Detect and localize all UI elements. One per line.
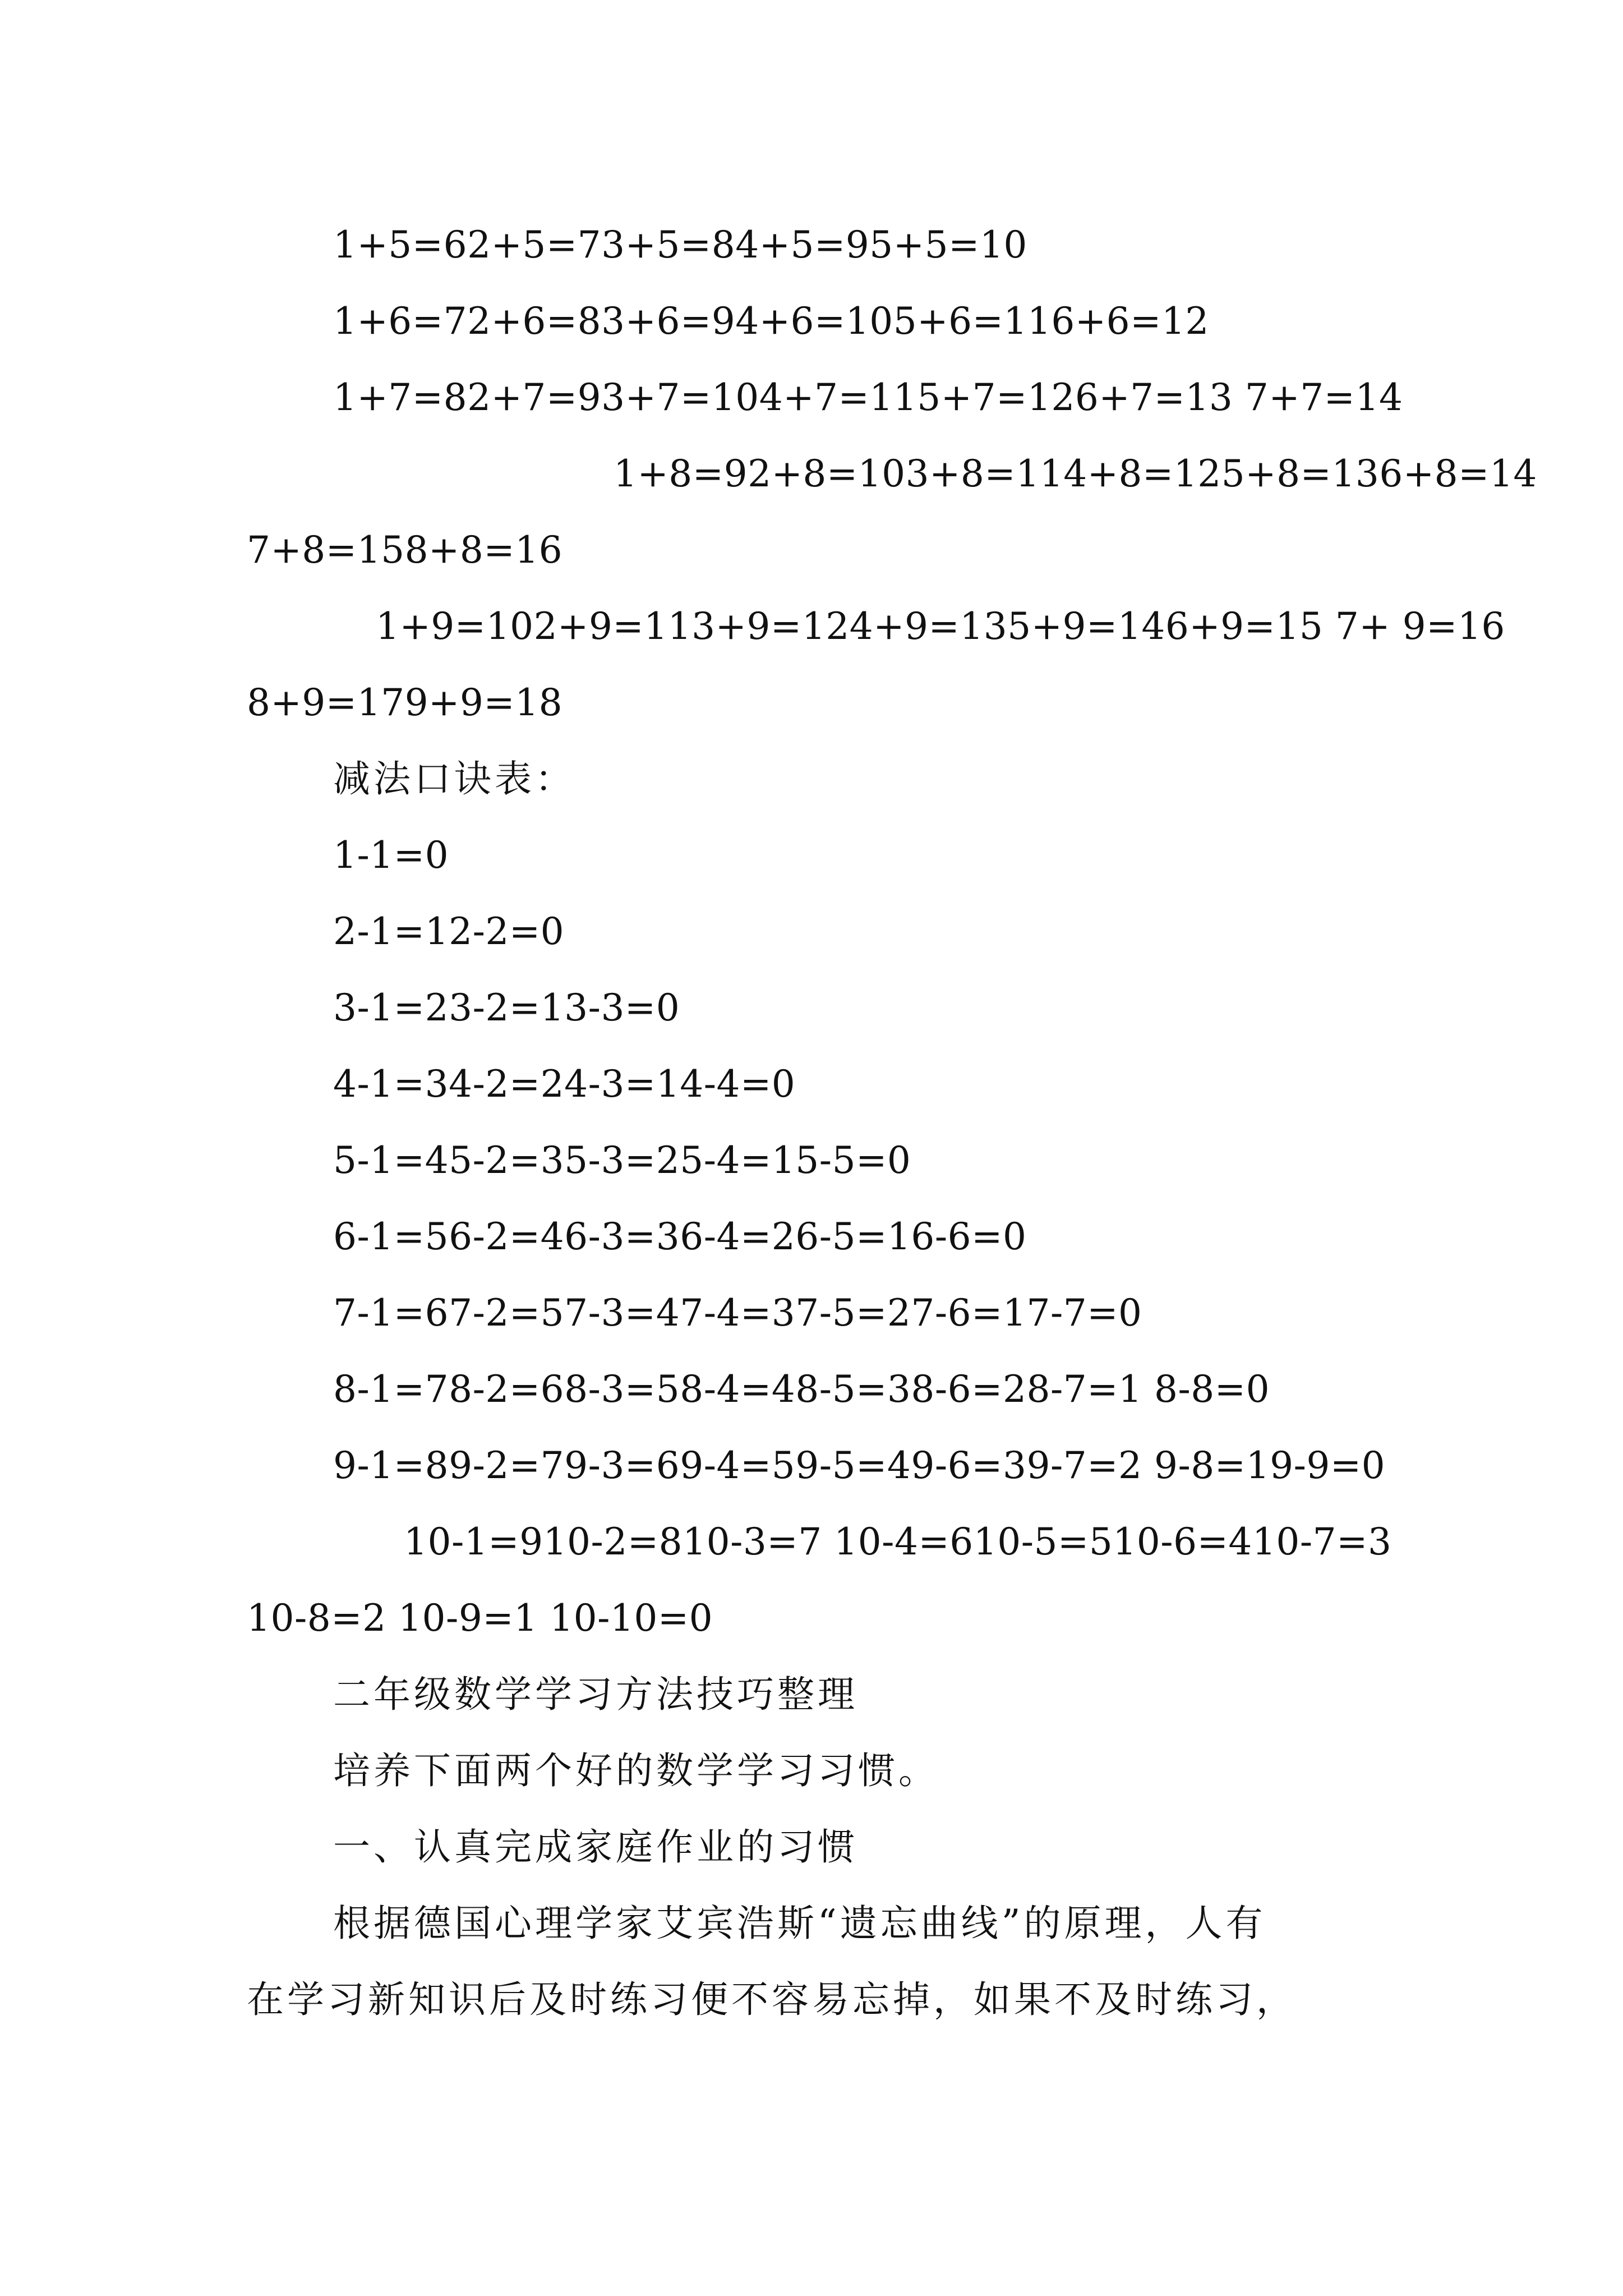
paragraph-line-2: 在学习新知识后及时练习便不容易忘掉，如果不及时练习，: [247, 1978, 1297, 2021]
subtraction-line-11: 10-8=2 10-9=1 10-10=0: [247, 1596, 713, 1640]
subtraction-line-4: 4-1=34-2=24-3=14-4=0: [333, 1062, 796, 1106]
addition-line-6: 1+9=102+9=113+9=124+9=135+9=146+9=15 7+ 9=16: [376, 605, 1505, 648]
subtraction-line-1: 1-1=0: [333, 834, 449, 877]
subtraction-line-8: 8-1=78-2=68-3=58-4=48-5=38-6=28-7=1 8-8=0: [333, 1368, 1270, 1411]
addition-line-1: 1+5=62+5=73+5=84+5=95+5=10: [333, 223, 1027, 266]
addition-line-2: 1+6=72+6=83+6=94+6=105+6=116+6=12: [333, 300, 1209, 343]
intro-text: 培养下面两个好的数学学习习惯。: [333, 1749, 939, 1792]
section-title: 二年级数学学习方法技巧整理: [333, 1673, 858, 1716]
subtraction-heading: 减法口诀表：: [333, 757, 575, 800]
habit-one-heading: 一、认真完成家庭作业的习惯: [333, 1825, 858, 1869]
subtraction-line-10: 10-1=910-2=810-3=7 10-4=610-5=510-6=410-7=3: [404, 1520, 1392, 1563]
subtraction-line-5: 5-1=45-2=35-3=25-4=15-5=0: [333, 1139, 911, 1182]
subtraction-line-2: 2-1=12-2=0: [333, 910, 565, 953]
addition-line-3: 1+7=82+7=93+7=104+7=115+7=126+7=13 7+7=14: [333, 376, 1403, 419]
addition-line-4: 1+8=92+8=103+8=114+8=125+8=136+8=14: [614, 452, 1537, 495]
addition-line-5: 7+8=158+8=16: [247, 528, 563, 572]
paragraph-line-1: 根据德国心理学家艾宾浩斯“遗忘曲线”的原理，人有: [333, 1902, 1266, 1945]
subtraction-line-9: 9-1=89-2=79-3=69-4=59-5=49-6=39-7=2 9-8=19-9=0: [333, 1444, 1386, 1487]
subtraction-line-6: 6-1=56-2=46-3=36-4=26-5=16-6=0: [333, 1215, 1027, 1258]
subtraction-line-7: 7-1=67-2=57-3=47-4=37-5=27-6=17-7=0: [333, 1291, 1142, 1335]
subtraction-line-3: 3-1=23-2=13-3=0: [333, 986, 680, 1029]
addition-line-7: 8+9=179+9=18: [247, 681, 563, 724]
